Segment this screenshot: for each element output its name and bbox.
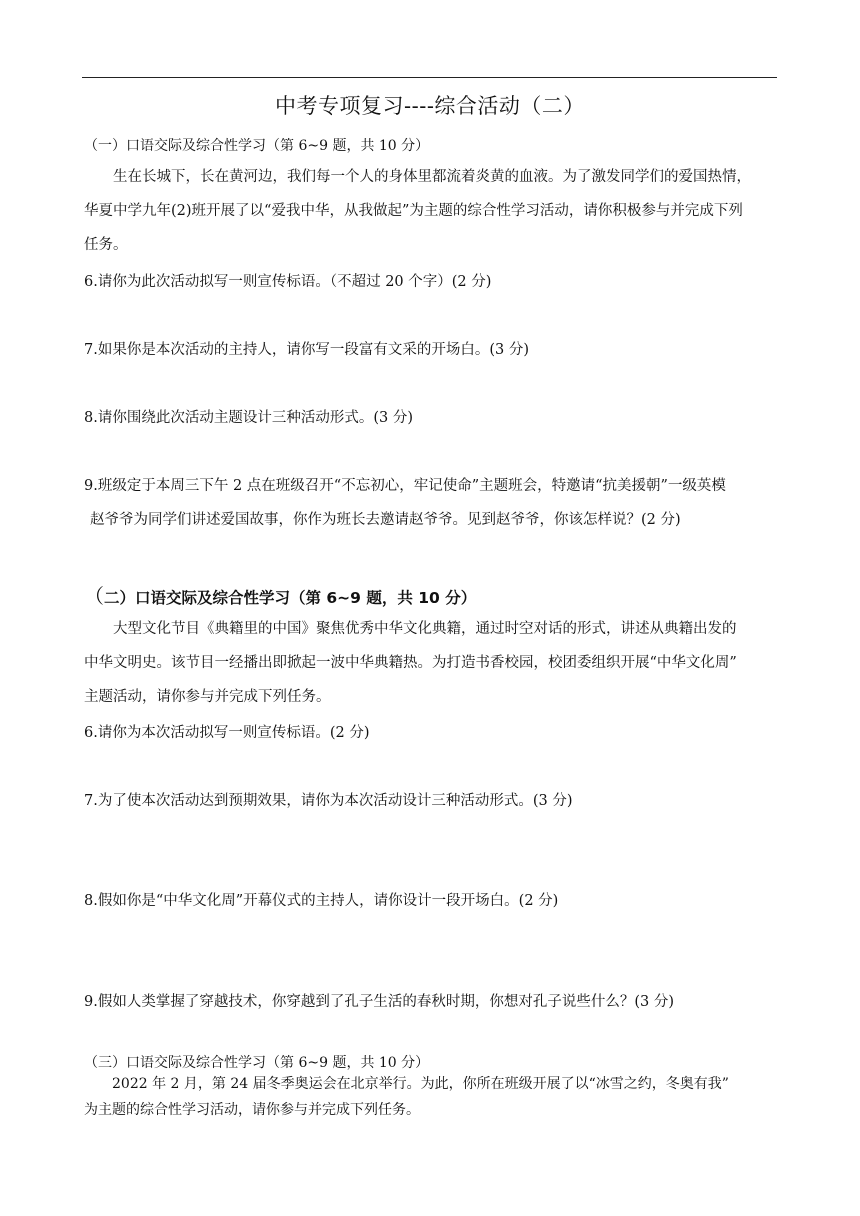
section-2-heading bbox=[84, 580, 476, 609]
section-1-intro bbox=[84, 160, 784, 262]
header-rule bbox=[82, 77, 777, 78]
intro-line: 主题活动，请你参与并完成下列任务。 bbox=[84, 689, 331, 705]
section-3-heading: （三）口语交际及综合性学习（第 6~9 题，共 10 分） bbox=[84, 1055, 430, 1071]
section-1-heading: （一）口语交际及综合性学习（第 6~9 题，共 10 分） bbox=[84, 138, 430, 154]
intro-line: 任务。 bbox=[84, 237, 128, 253]
question-9-line-1: 9.班级定于本周三下午 2 点在班级召开“不忘初心，牢记使命”主题班会，特邀请“抗美援朝”一级英模 bbox=[84, 478, 726, 494]
question-7: 7.如果你是本次活动的主持人，请你写一段富有文采的开场白。(3 分) bbox=[84, 342, 529, 358]
intro-line: 生在长城下，长在黄河边，我们每一个人的身体里都流着炎黄的血液。为了激发同学们的爱国热情， bbox=[84, 169, 751, 185]
intro-line: 大型文化节目《典籍里的中国》聚焦优秀中华文化典籍，通过时空对话的形式，讲述从典籍出发的 bbox=[84, 621, 737, 637]
question-7: 7.为了使本次活动达到预期效果，请你为本次活动设计三种活动形式。(3 分) bbox=[84, 793, 573, 809]
intro-line: 2022 年 2 月，第 24 届冬季奥运会在北京举行。为此，你所在班级开展了以“冰雪之约，冬奥有我” bbox=[84, 1076, 729, 1092]
question-8: 8.请你围绕此次活动主题设计三种活动形式。(3 分) bbox=[84, 410, 413, 426]
page-title: 中考专项复习----综合活动（二） bbox=[275, 94, 585, 118]
question-8: 8.假如你是“中华文化周”开幕仪式的主持人，请你设计一段开场白。(2 分) bbox=[84, 893, 559, 909]
intro-line: 华夏中学九年(2)班开展了以“爱我中华，从我做起”为主题的综合性学习活动，请你积极参与并完成下列 bbox=[84, 203, 743, 219]
intro-line: 为主题的综合性学习活动，请你参与并完成下列任务。 bbox=[84, 1102, 420, 1118]
question-9: 9.假如人类掌握了穿越技术，你穿越到了孔子生活的春秋时期，你想对孔子说些什么？(3 分) bbox=[84, 994, 674, 1010]
question-6: 6.请你为本次活动拟写一则宣传标语。(2 分) bbox=[84, 725, 370, 741]
question-6: 6.请你为此次活动拟写一则宣传标语。（不超过 20 个字）(2 分) bbox=[84, 274, 492, 290]
section-3-intro bbox=[84, 1071, 784, 1123]
heading-paren: （ bbox=[84, 584, 104, 608]
heading-text: 二）口语交际及综合性学习（第 6~9 题，共 10 分） bbox=[104, 589, 477, 607]
intro-line: 中华文明史。该节目一经播出即掀起一波中华典籍热。为打造书香校园，校团委组织开展“中华文化周” bbox=[84, 655, 737, 671]
section-2-intro bbox=[84, 612, 784, 714]
question-9-line-2: 赵爷爷为同学们讲述爱国故事，你作为班长去邀请赵爷爷。见到赵爷爷，你该怎样说？(2 分) bbox=[90, 512, 681, 528]
